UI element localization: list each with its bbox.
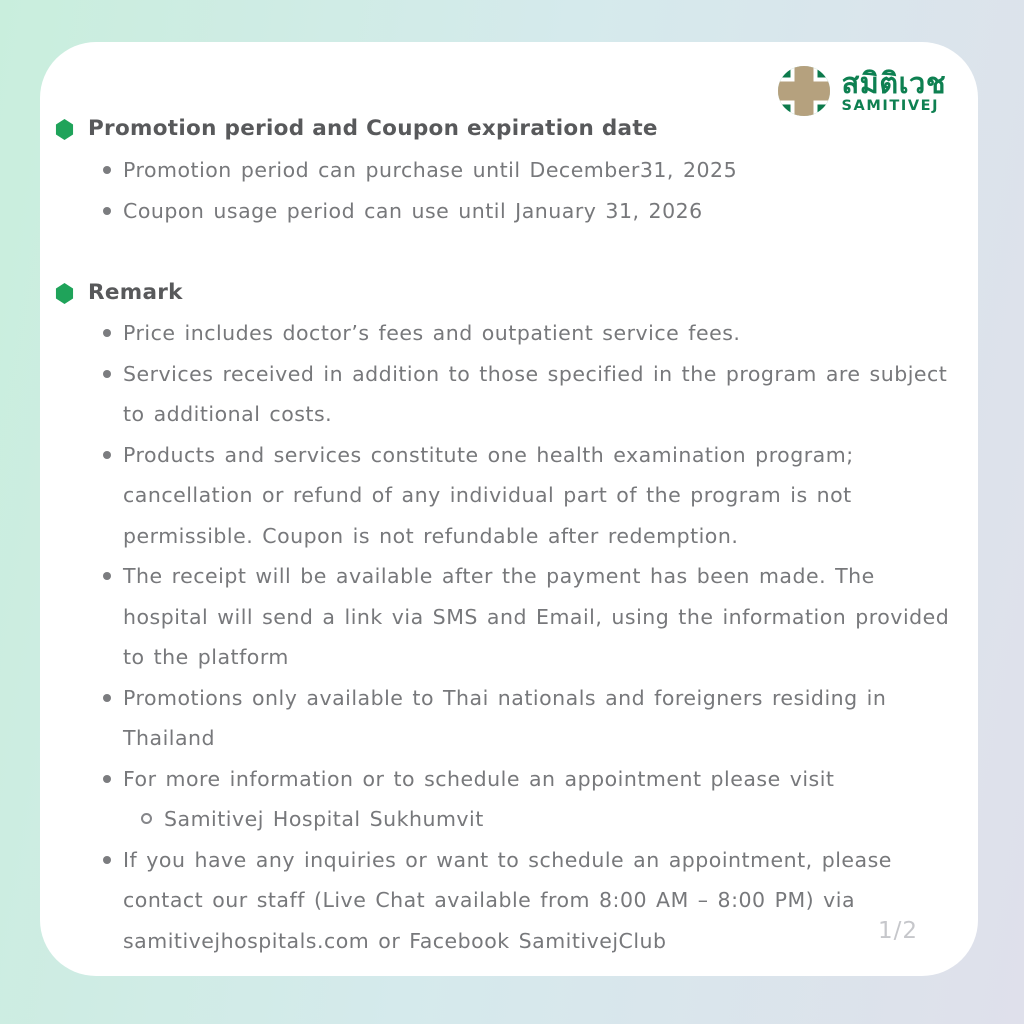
bullet-dot-icon [103, 329, 111, 337]
list-item [103, 354, 958, 435]
bullet-dot-icon [103, 451, 111, 459]
list-item [103, 840, 958, 962]
open-circle-bullet-icon [141, 813, 152, 824]
promo-terms-card [40, 42, 978, 976]
list-item [103, 191, 958, 232]
hexagon-bullet-icon [55, 119, 74, 140]
list-item [103, 759, 958, 840]
bullet-dot-icon [103, 370, 111, 378]
list-item-text: Promotions only available to Thai nationals and foreigners residing in Thailand [123, 685, 887, 750]
logo-thai-name: สมิติเวช [841, 65, 946, 100]
sub-list-item [141, 799, 834, 840]
terms-content [40, 42, 978, 976]
section-title: Promotion period and Coupon expiration date [88, 116, 658, 141]
remark-list [103, 313, 958, 961]
list-item [103, 313, 958, 354]
list-item-text: Price includes doctor’s fees and outpatient service fees. [123, 321, 741, 345]
section-heading-promotion-period [55, 114, 958, 144]
list-item-text: Services received in addition to those specified in the program are subject to additional costs. [123, 361, 948, 426]
list-item [103, 678, 958, 759]
bullet-dot-icon [103, 207, 111, 215]
list-item-text: The receipt will be available after the payment has been made. The hospital will send a link via SMS and Email, using the information provided to the platform [123, 564, 950, 669]
bullet-dot-icon [103, 694, 111, 702]
list-item-text: Products and services constitute one health examination program; cancellation or refund of any individual part of the program is not permissible. Coupon is not refundable after redemption. [123, 442, 854, 548]
bullet-dot-icon [103, 572, 111, 580]
hexagon-bullet-icon [55, 283, 74, 304]
sub-list-item-text: Samitivej Hospital Sukhumvit [164, 807, 484, 831]
bullet-dot-icon [103, 166, 111, 174]
list-item [103, 435, 958, 557]
list-item [103, 150, 958, 191]
list-item-text: If you have any inquiries or want to schedule an appointment, please contact our staff (Live Chat available from 8:00 AM – 8:00 PM) via samitivejhospitals.com or Facebook SamitivejClub [123, 847, 892, 953]
list-item [103, 556, 958, 678]
list-item-text: For more information or to schedule an appointment please visit [123, 766, 835, 791]
section-title: Remark [88, 280, 183, 305]
bullet-dot-icon [103, 775, 111, 783]
hospital-sublist [141, 799, 834, 840]
list-item-text: Promotion period can purchase until December31, 2025 [123, 158, 738, 182]
logo-latin-name: SAMITIVEJ [841, 97, 940, 114]
bullet-dot-icon [103, 856, 111, 864]
list-item-text: Coupon usage period can use until January 31, 2026 [123, 198, 703, 223]
section-heading-remark [55, 278, 958, 308]
promotion-period-list [103, 150, 958, 231]
page-indicator: 1/2 [877, 918, 918, 944]
